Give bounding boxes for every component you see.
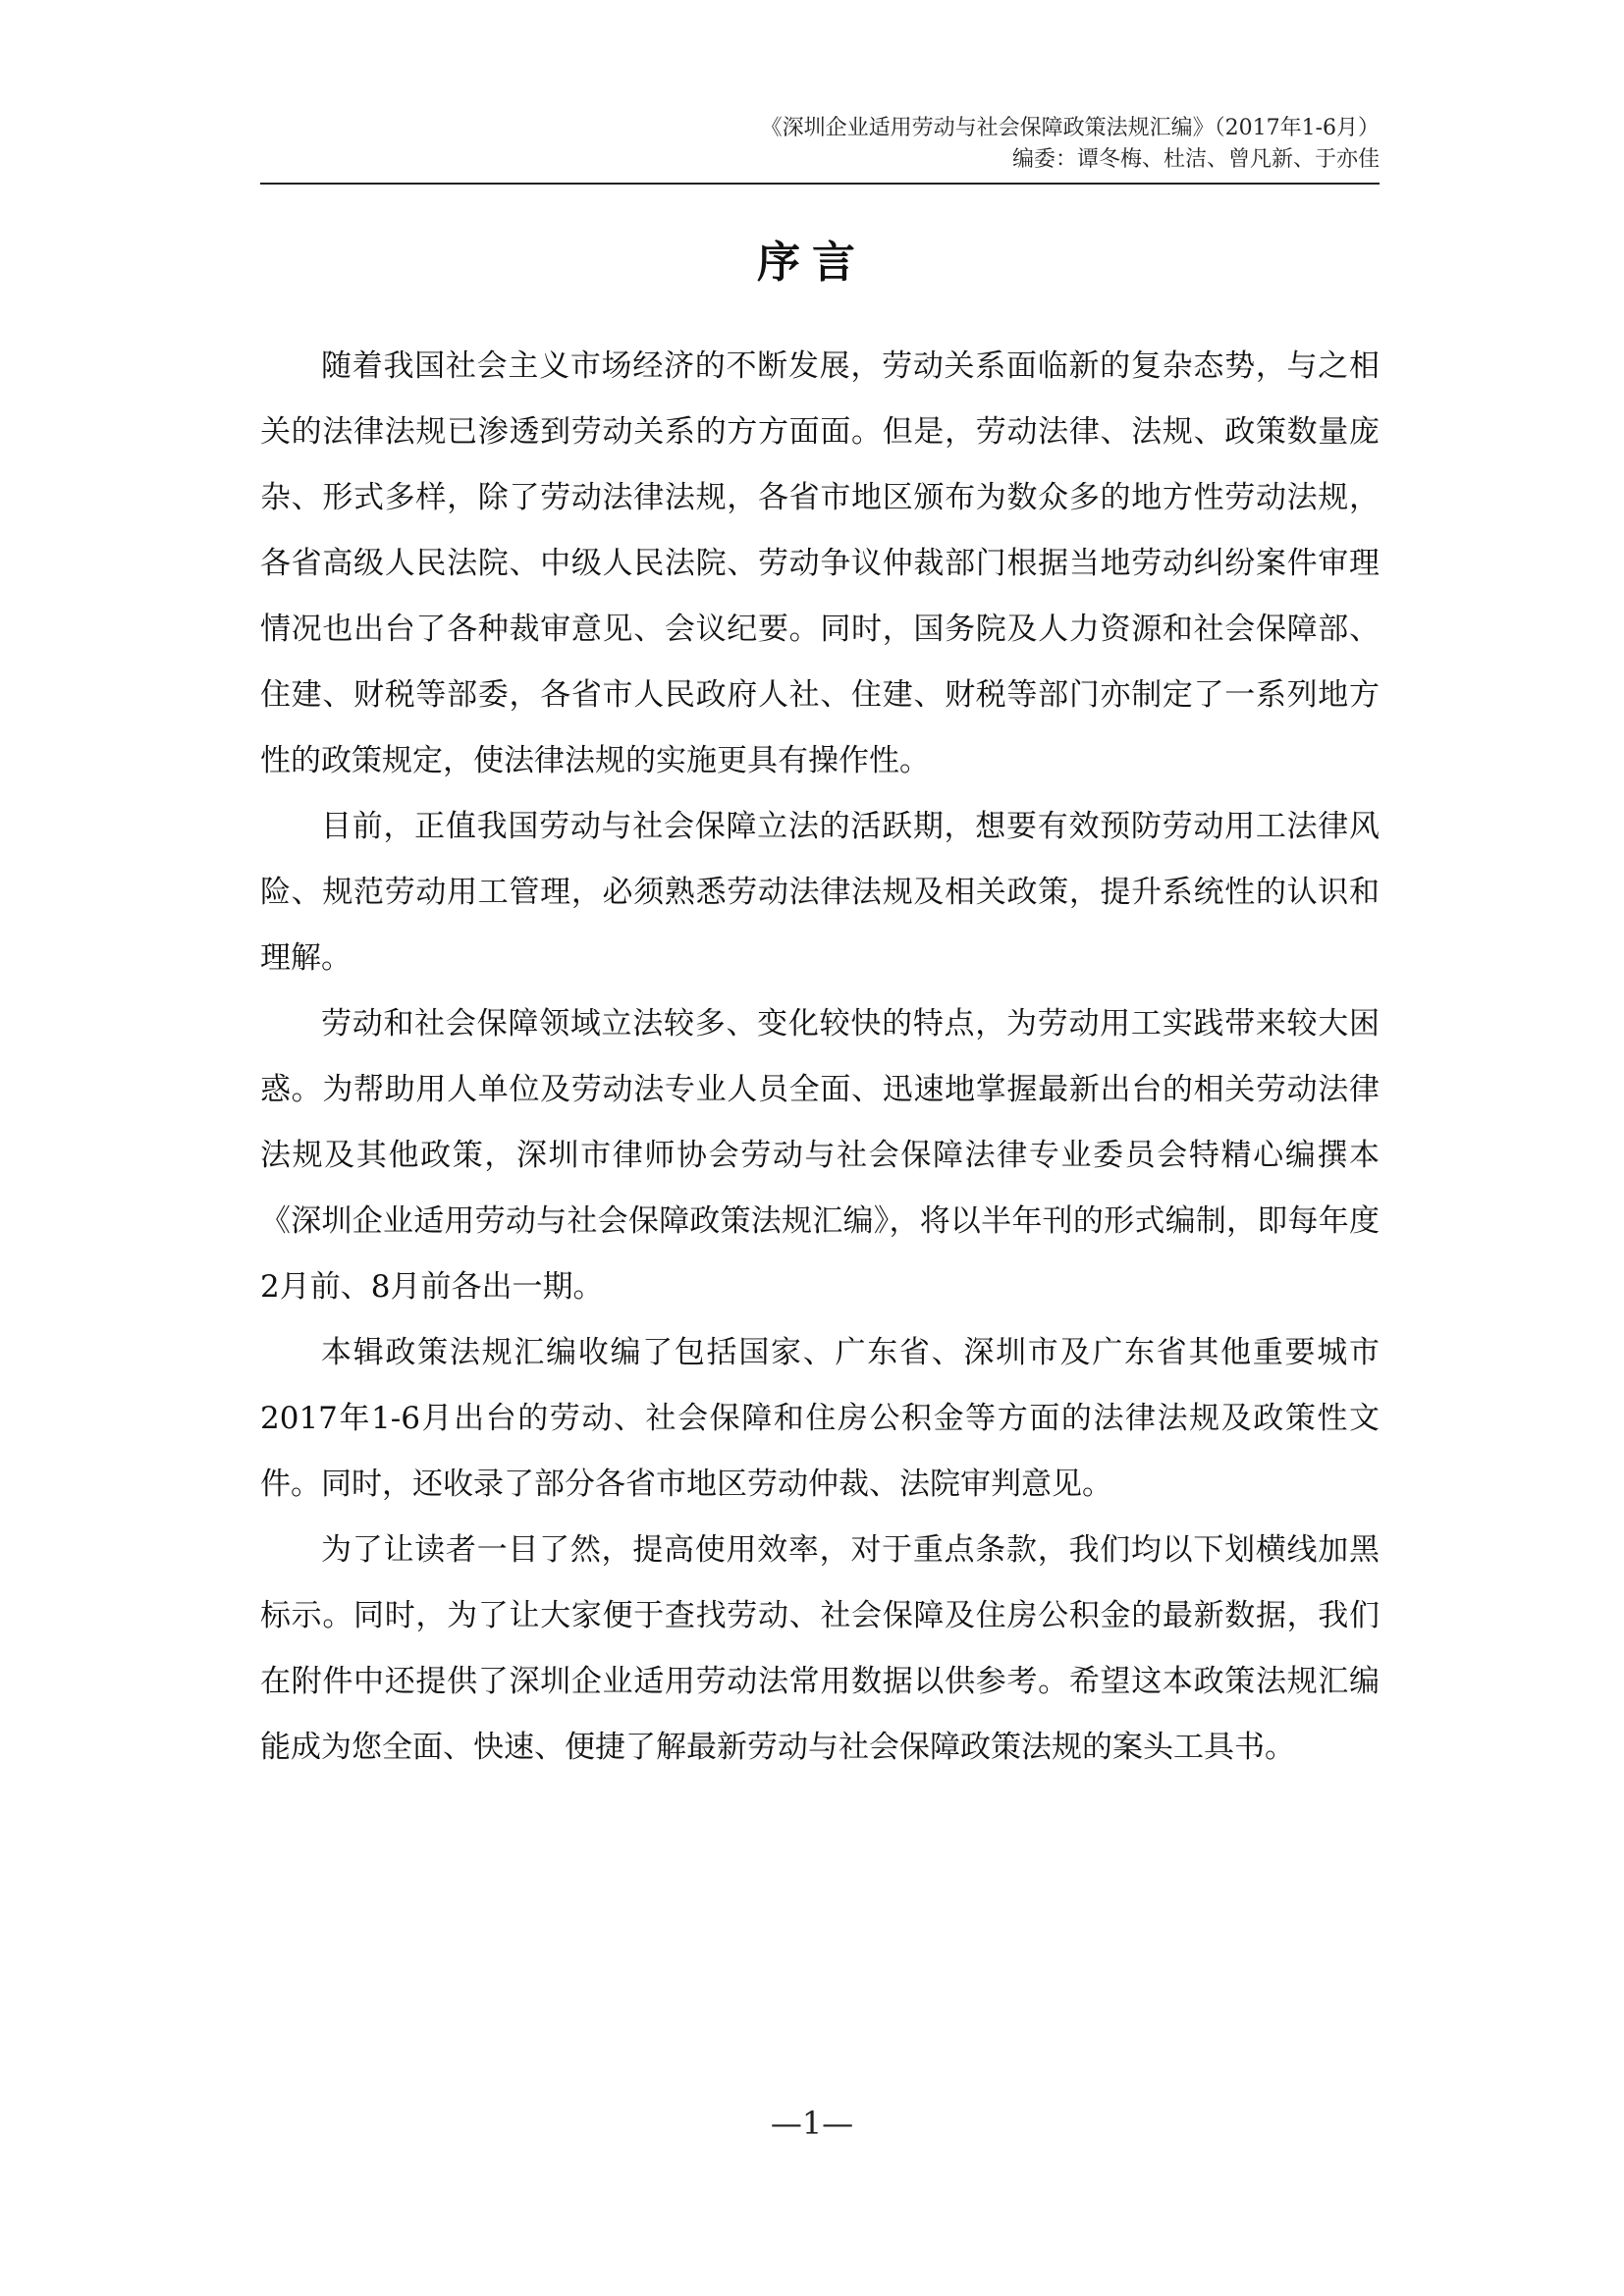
page-number: —1— — [770, 2105, 854, 2142]
paragraph-1: 随着我国社会主义市场经济的不断发展，劳动关系面临新的复杂态势，与之相关的法律法规已渗透到劳动关系的方方面面。但是，劳动法律、法规、政策数量庞杂、形式多样，除了劳动法律法规，各省市地区颁布为数众多的地方性劳动法规，各省高级人民法院、中级人民法院、劳动争议仲裁部门根据当地劳动纠纷案件审理情况也出台了各种裁审意见、会议纪要。同时，国务院及人力资源和社会保障部、住建、财税等部委，各省市人民政府人社、住建、财税等部门亦制定了一系列地方性的政策规定，使法律法规的实施更具有操作性。 — [260, 348, 1380, 778]
header-publication-title: 《深圳企业适用劳动与社会保障政策法规汇编》（2017年1-6月） — [760, 116, 1380, 140]
page-title: 序言 — [757, 238, 867, 288]
paragraph-2: 目前，正值我国劳动与社会保障立法的活跃期，想要有效预防劳动用工法律风险、规范劳动用工管理，必须熟悉劳动法律法规及相关政策，提升系统性的认识和理解。 — [260, 809, 1380, 976]
preface-body — [260, 334, 1380, 1781]
paragraph-5: 为了让读者一目了然，提高使用效率，对于重点条款，我们均以下划横线加黑标示。同时，为了让大家便于查找劳动、社会保障及住房公积金的最新数据，我们在附件中还提供了深圳企业适用劳动法常用数据以供参考。希望这本政策法规汇编能成为您全面、快速、便捷了解最新劳动与社会保障政策法规的案头工具书。 — [260, 1532, 1380, 1765]
paragraph-3: 劳动和社会保障领域立法较多、变化较快的特点，为劳动用工实践带来较大困惑。为帮助用人单位及劳动法专业人员全面、迅速地掌握最新出台的相关劳动法律法规及其他政策，深圳市律师协会劳动与社会保障法律专业委员会特精心编撰本《深圳企业适用劳动与社会保障政策法规汇编》，将以半年刊的形式编制，即每年度2月前、8月前各出一期。 — [260, 1006, 1380, 1305]
running-header — [260, 106, 1380, 185]
paragraph-4: 本辑政策法规汇编收编了包括国家、广东省、深圳市及广东省其他重要城市2017年1-6月出台的劳动、社会保障和住房公积金等方面的法律法规及政策性文件。同时，还收录了部分各省市地区劳动仲裁、法院审判意见。 — [260, 1335, 1380, 1502]
header-editors: 编委：谭冬梅、杜洁、曾凡新、于亦佳 — [1011, 147, 1380, 172]
